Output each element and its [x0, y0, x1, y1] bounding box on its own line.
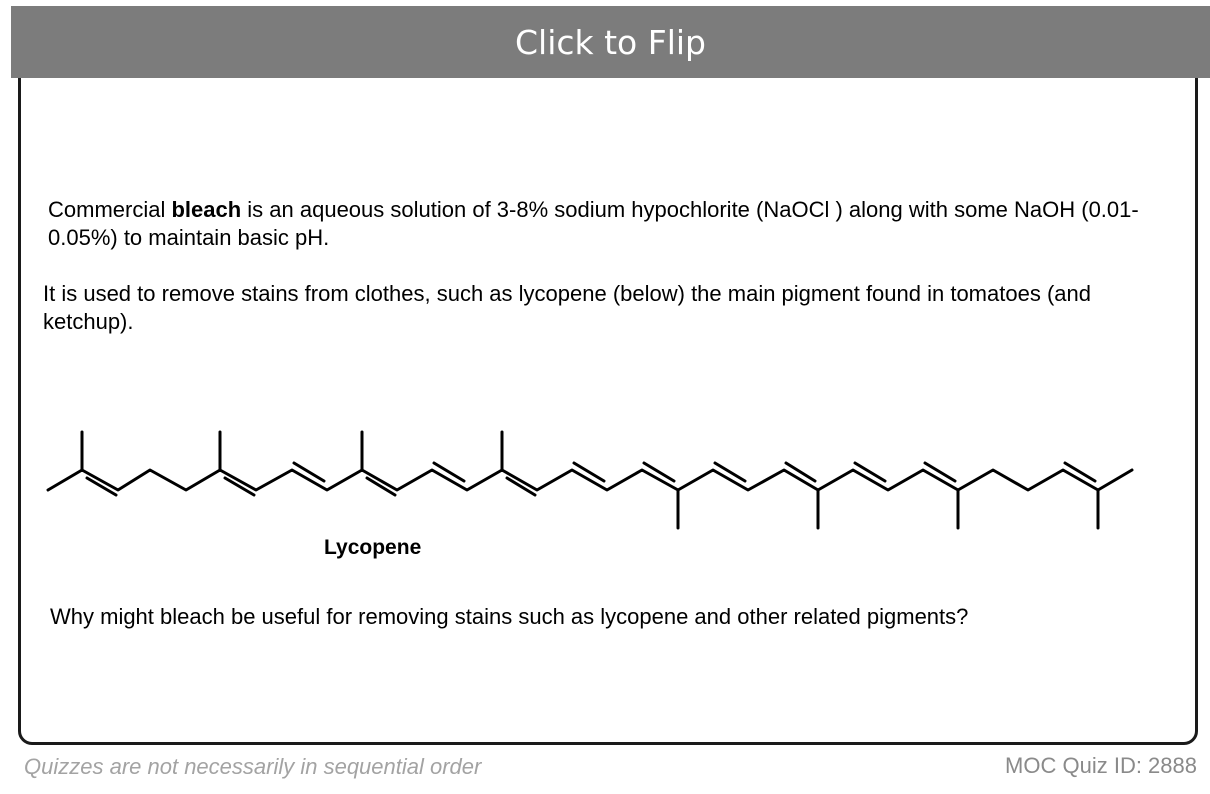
lycopene-description: It is used to remove stains from clothes, such as lycopene (below) the main pigment found in tomatoes (and ketchup). [43, 281, 1091, 334]
p1-bold-term: bleach [171, 197, 242, 222]
footer-note: Quizzes are not necessarily in sequential order [24, 754, 482, 779]
molecule-label: Lycopene [324, 536, 422, 559]
p1-before: Commercial [48, 197, 172, 222]
p1-after: is an aqueous solution of 3-8% sodium hypochlorite (NaOCl ) along with some NaOH (0.01-0.05%) to maintain basic pH. [48, 197, 1139, 250]
question-text: Why might bleach be useful for removing stains such as lycopene and other related pigments? [50, 604, 969, 629]
quiz-id: MOC Quiz ID: 2888 [1005, 753, 1197, 778]
flip-label: Click to Flip [514, 22, 706, 62]
